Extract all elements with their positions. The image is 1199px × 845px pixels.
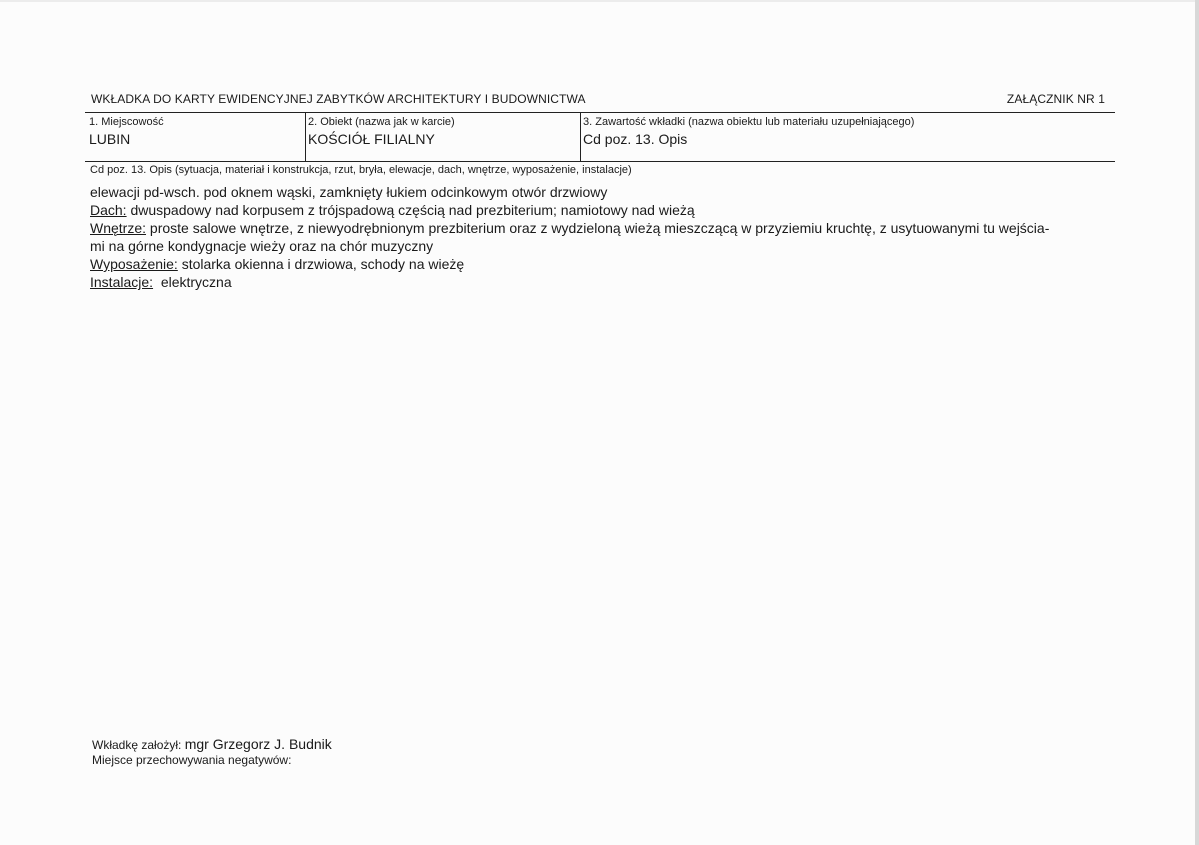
installations-label: Instalacje: xyxy=(90,274,154,290)
scan-edge-top xyxy=(0,0,1199,2)
installations-text: elektryczna xyxy=(153,274,232,290)
furnishing-text: stolarka okienna i drzwiowa, schody na wieżę xyxy=(177,256,465,272)
furnishing-line xyxy=(90,255,1110,273)
interior-label: Wnętrze: xyxy=(90,220,147,236)
furnishing-label: Wyposażenie: xyxy=(90,256,178,272)
field-content-label: 3. Zawartość wkładki (nazwa obiektu lub materiału uzupełniającego) xyxy=(583,116,915,128)
description-body xyxy=(90,183,1110,291)
field-locality-label: 1. Miejscowość xyxy=(89,116,164,128)
field-content-value: Cd poz. 13. Opis xyxy=(583,131,688,147)
field-locality xyxy=(85,113,304,161)
field-object xyxy=(305,113,580,161)
field-object-value: KOŚCIÓŁ FILIALNY xyxy=(308,131,435,147)
description-intro: elewacji pd-wsch. pod oknem wąski, zamknięty łukiem odcinkowym otwór drzwiowy xyxy=(90,184,608,200)
description-heading: Cd poz. 13. Opis (sytuacja, materiał i konstrukcja, rzut, bryła, elewacje, dach, wnętrze, wyposażenie, instalacje) xyxy=(90,164,632,176)
negatives-location-label: Miejsce przechowywania negatywów: xyxy=(92,753,292,767)
interior-line xyxy=(90,219,1110,237)
interior-line-2: mi na górne kondygnacje wieży oraz na chór muzyczny xyxy=(90,238,434,254)
annex-number: ZAŁĄCZNIK NR 1 xyxy=(1006,92,1105,106)
fields-table xyxy=(85,112,1115,162)
author-name: mgr Grzegorz J. Budnik xyxy=(184,736,332,752)
scan-edge-right xyxy=(1195,0,1199,845)
field-content xyxy=(580,113,1116,161)
roof-line xyxy=(90,201,1110,219)
roof-label: Dach: xyxy=(90,202,127,218)
interior-text-1: proste salowe wnętrze, z niewyodrębnionym prezbiterium oraz z wydzieloną wieżą mieszczącą w przyziemiu kruchtę, z usytuowanymi tu wejścia- xyxy=(146,220,1050,236)
field-object-label: 2. Obiekt (nazwa jak w karcie) xyxy=(308,116,455,128)
roof-text: dwuspadowy nad korpusem z trójspadową częścią nad prezbiterium; namiotowy nad wieżą xyxy=(126,202,695,218)
form-title: WKŁADKA DO KARTY EWIDENCYJNEJ ZABYTKÓW ARCHITEKTURY I BUDOWNICTWA xyxy=(91,92,586,106)
field-locality-value: LUBIN xyxy=(89,131,131,147)
installations-line xyxy=(90,273,1110,291)
footer-author xyxy=(92,736,332,754)
author-label: Wkładkę założył: xyxy=(92,738,185,752)
